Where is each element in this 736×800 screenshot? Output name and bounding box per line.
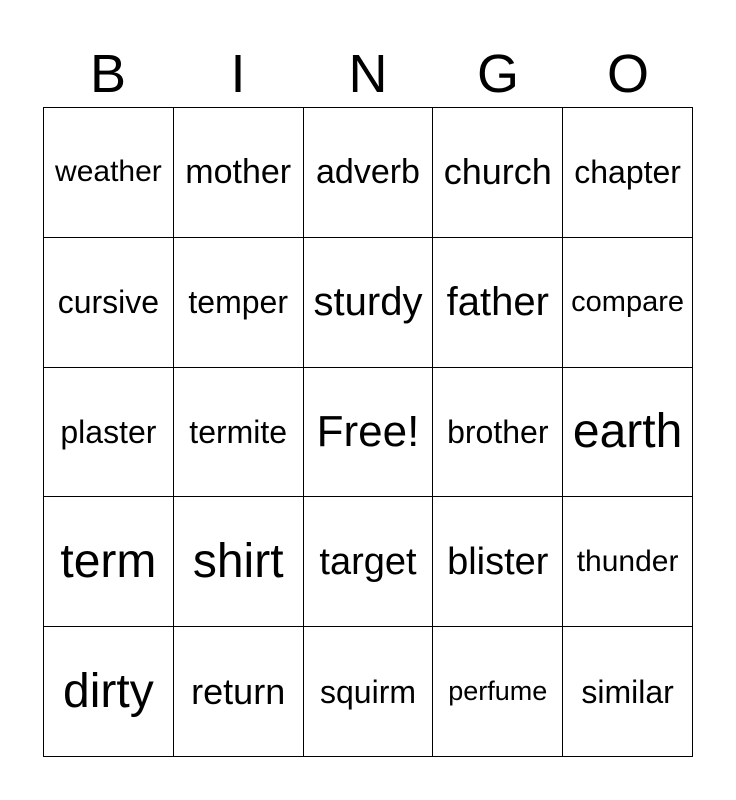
bingo-cell-free: Free!: [304, 368, 434, 498]
bingo-cell: thunder: [563, 497, 693, 627]
bingo-cell: return: [174, 627, 304, 757]
bingo-cell: temper: [174, 238, 304, 368]
bingo-cell: termite: [174, 368, 304, 498]
bingo-cell: target: [304, 497, 434, 627]
bingo-cell: earth: [563, 368, 693, 498]
bingo-header: [43, 42, 693, 106]
bingo-cell: dirty: [44, 627, 174, 757]
bingo-cell: shirt: [174, 497, 304, 627]
bingo-cell: weather: [44, 108, 174, 238]
header-letter-i: I: [230, 44, 246, 104]
bingo-cell: mother: [174, 108, 304, 238]
header-letter-b: B: [89, 44, 127, 104]
bingo-cell: sturdy: [304, 238, 434, 368]
bingo-cell: church: [433, 108, 563, 238]
header-letter-o: O: [606, 44, 649, 104]
bingo-grid: [43, 107, 693, 757]
bingo-cell: cursive: [44, 238, 174, 368]
header-letter-n: N: [348, 44, 388, 104]
bingo-cell: father: [433, 238, 563, 368]
bingo-cell: chapter: [563, 108, 693, 238]
bingo-cell: plaster: [44, 368, 174, 498]
bingo-cell: compare: [563, 238, 693, 368]
bingo-cell: squirm: [304, 627, 434, 757]
bingo-cell: similar: [563, 627, 693, 757]
header-letter-g: G: [476, 44, 519, 104]
bingo-cell: term: [44, 497, 174, 627]
bingo-cell: adverb: [304, 108, 434, 238]
bingo-cell: brother: [433, 368, 563, 498]
bingo-cell: perfume: [433, 627, 563, 757]
bingo-cell: blister: [433, 497, 563, 627]
